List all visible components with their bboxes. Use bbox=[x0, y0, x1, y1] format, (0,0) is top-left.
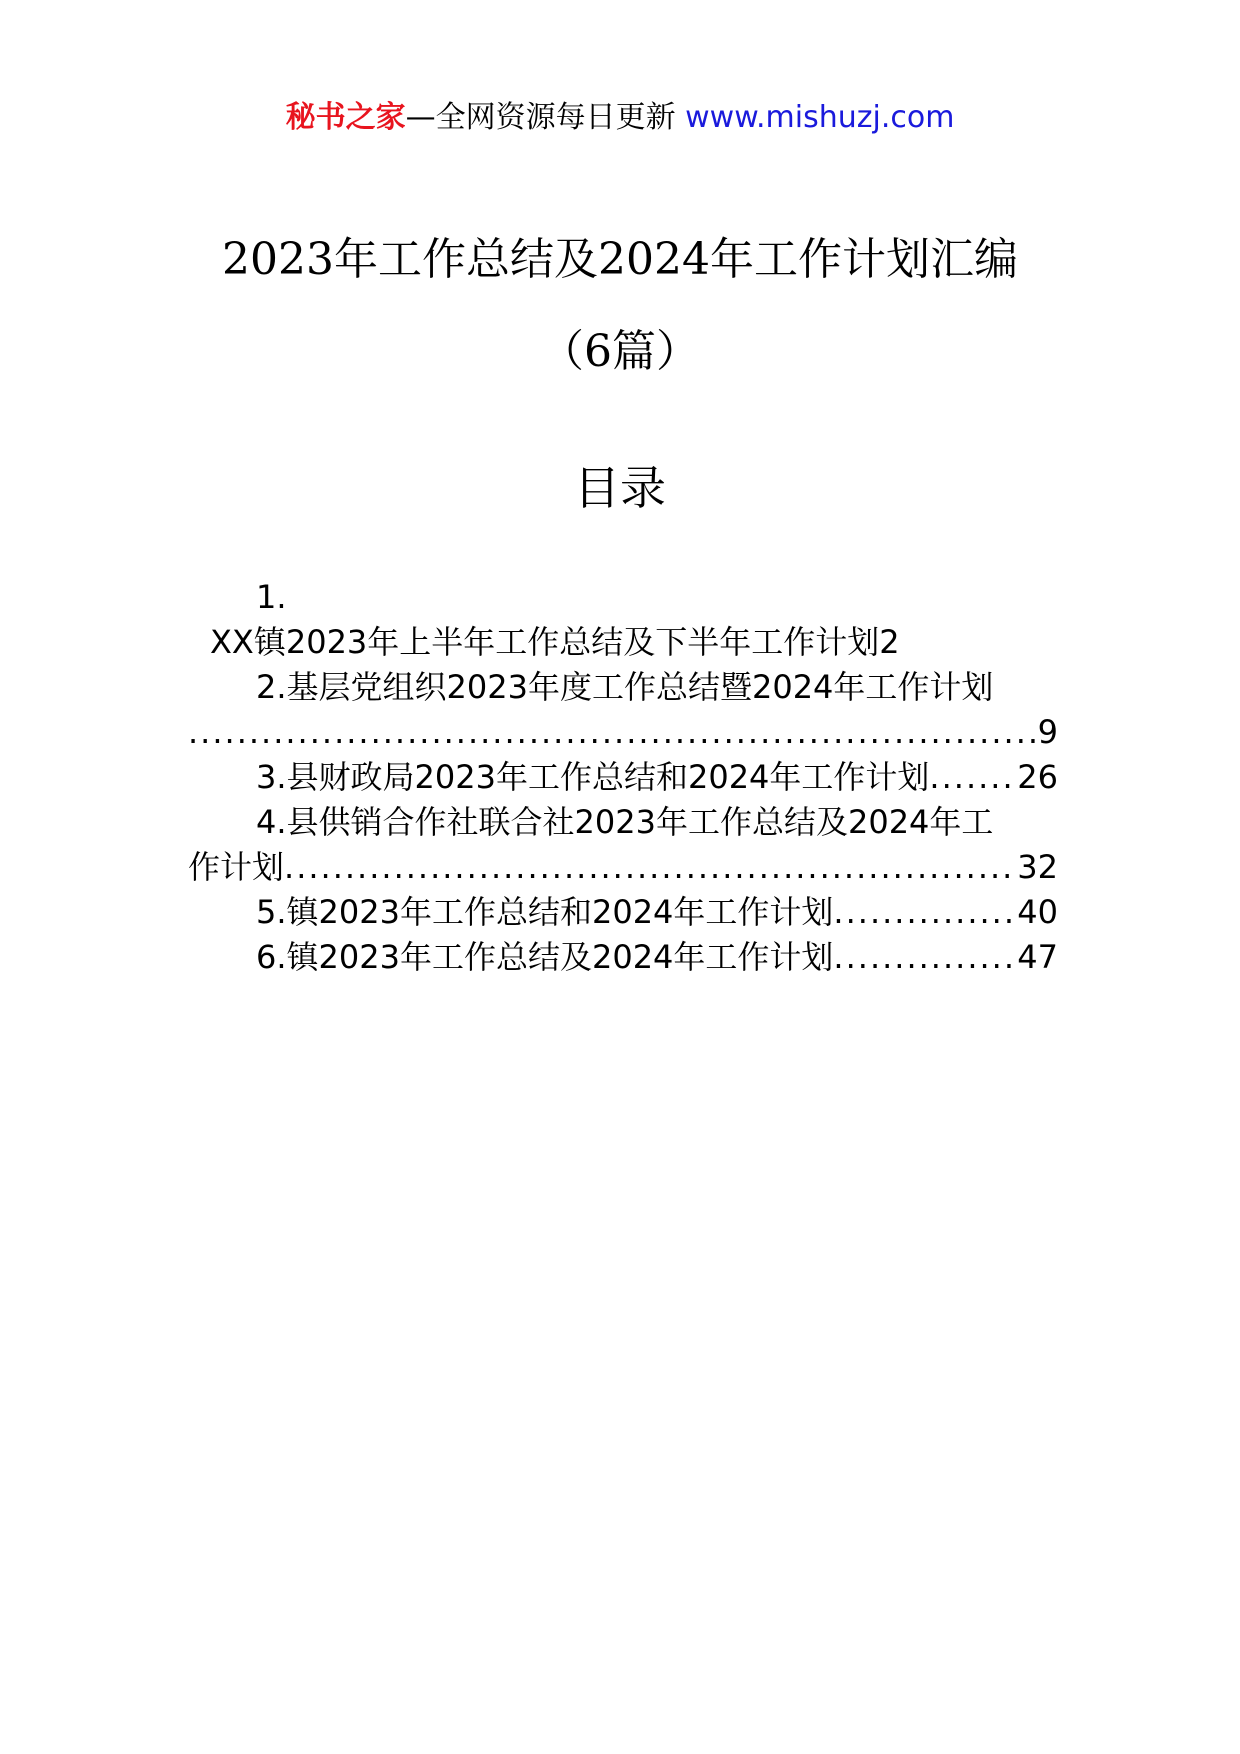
toc-entry-title: XX镇2023年上半年工作总结及下半年工作计划 bbox=[210, 623, 880, 661]
toc-entry-4[interactable] bbox=[188, 800, 1058, 845]
document-title: 2023年工作总结及2024年工作计划汇编 bbox=[222, 234, 1018, 285]
toc-dot-leader bbox=[833, 890, 1017, 935]
toc-entry-page: 9 bbox=[1037, 713, 1058, 751]
toc-entry-6[interactable] bbox=[188, 935, 1058, 980]
toc-entry-page: 2 bbox=[879, 623, 900, 661]
document-subtitle: （6篇） bbox=[540, 326, 700, 377]
toc-heading: 目录 bbox=[574, 461, 666, 515]
toc-entry-1[interactable] bbox=[188, 620, 1058, 665]
toc-dot-leader bbox=[188, 710, 1038, 755]
site-slogan: —全网资源每日更新 bbox=[405, 100, 676, 135]
toc-entry-title: 5.镇2023年工作总结和2024年工作计划 bbox=[256, 893, 834, 931]
toc-entry-3[interactable] bbox=[188, 755, 1058, 800]
toc-entry-page: 40 bbox=[1017, 893, 1058, 931]
toc-entry-2[interactable] bbox=[188, 665, 1058, 710]
toc-entry-number: 1. bbox=[256, 578, 287, 616]
table-of-contents bbox=[188, 575, 1058, 980]
toc-entry-page: 32 bbox=[1017, 848, 1058, 886]
toc-entry-title: 4.县供销合作社联合社2023年工作总结及2024年工 bbox=[256, 803, 994, 841]
toc-entry-2-leader-line[interactable] bbox=[188, 710, 1058, 755]
site-brand: 秘书之家 bbox=[285, 100, 406, 135]
toc-entry-title: 6.镇2023年工作总结及2024年工作计划 bbox=[256, 938, 834, 976]
toc-dot-leader bbox=[284, 845, 1017, 890]
toc-entry-5[interactable] bbox=[188, 890, 1058, 935]
toc-entry-title: 2.基层党组织2023年度工作总结暨2024年工作计划 bbox=[256, 668, 994, 706]
toc-dot-leader bbox=[833, 935, 1017, 980]
toc-entry-page: 26 bbox=[1017, 758, 1058, 796]
site-header bbox=[0, 98, 1240, 138]
toc-entry-1-number-line[interactable] bbox=[188, 575, 1058, 620]
toc-entry-4-continuation[interactable] bbox=[188, 845, 1058, 890]
toc-entry-title-continuation: 作计划 bbox=[188, 848, 285, 886]
toc-entry-title: 3.县财政局2023年工作总结和2024年工作计划 bbox=[256, 758, 930, 796]
site-url-link[interactable]: www.mishuzj.com bbox=[685, 100, 955, 135]
toc-dot-leader bbox=[929, 755, 1017, 800]
toc-entry-page: 47 bbox=[1017, 938, 1058, 976]
